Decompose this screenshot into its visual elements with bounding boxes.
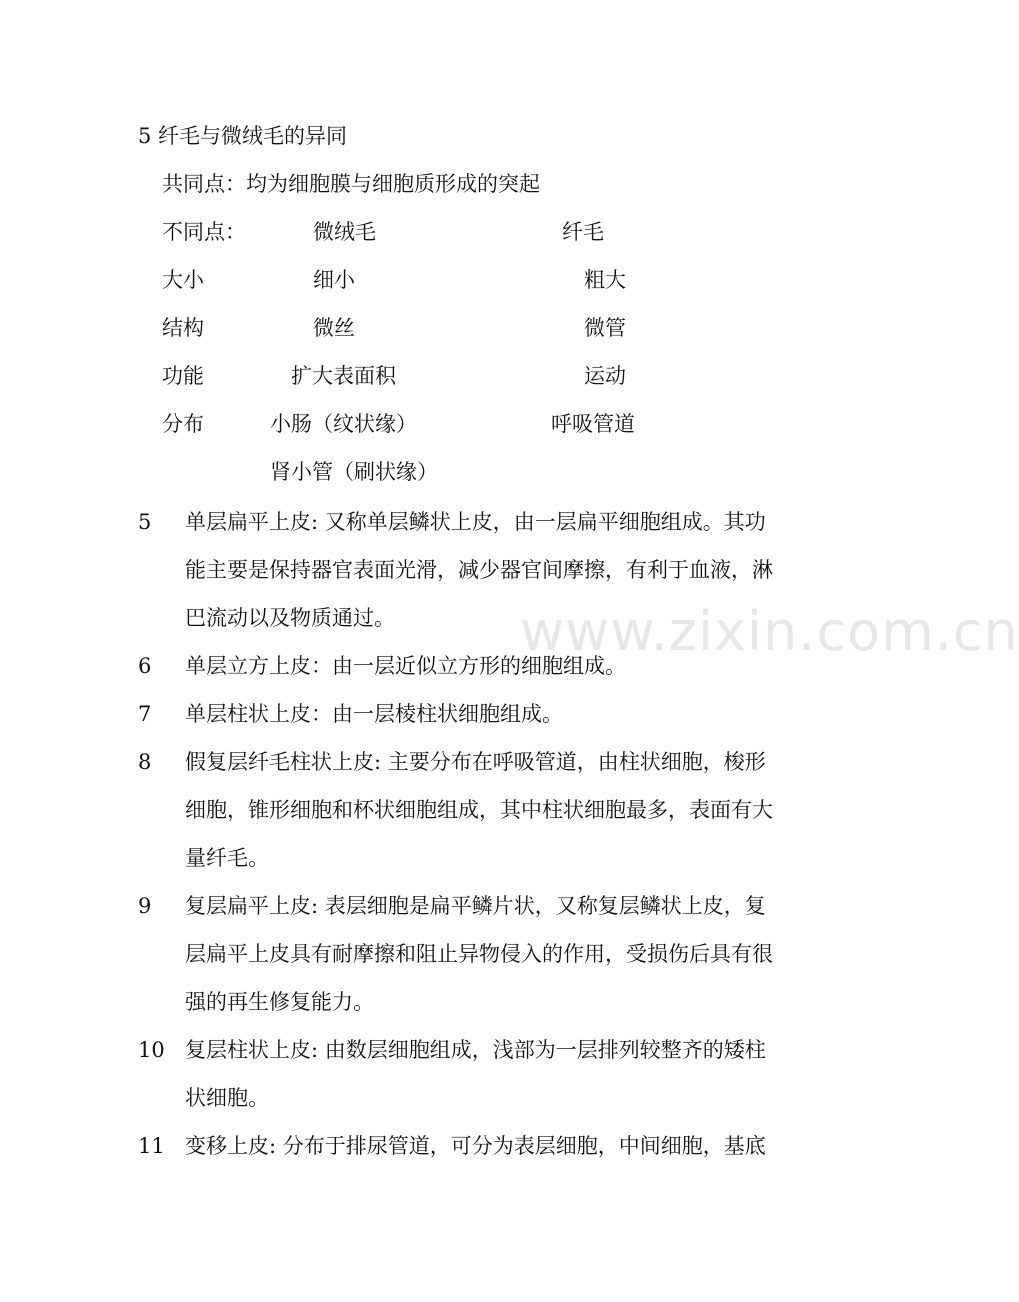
item-number: 11 [138,1134,165,1158]
text-line: 复层柱状上皮: 由数层细胞组成，浅部为一层排列较整齐的矮柱 [185,1038,766,1062]
text-line: 层扁平上皮具有耐摩擦和阻止异物侵入的作用，受损伤后具有很 [185,942,773,966]
item-text [185,642,785,690]
text-line: 单层柱状上皮：由一层棱柱状细胞组成。 [185,702,563,726]
item-text [185,1122,785,1170]
row-label: 大小 [162,268,204,292]
text-line: 能主要是保持器官表面光滑，减少器官间摩擦，有利于血液，淋 [185,558,773,582]
row-col2: 微管 [584,316,626,340]
text-line: 变移上皮: 分布于排尿管道，可分为表层细胞，中间细胞，基底 [185,1134,766,1158]
text-line: 状细胞。 [185,1086,269,1110]
item-number: 6 [138,654,152,678]
watermark: www.zixin.com.cn [520,600,1019,663]
item-text [185,1026,785,1122]
row-col2: 运动 [584,364,626,388]
text-line: 量纤毛。 [185,846,269,870]
table-extra: 肾小管（刷状缘） [270,460,438,484]
row-col1: 扩大表面积 [291,364,396,388]
row-col2: 呼吸管道 [551,412,635,436]
common-points: 共同点：均为细胞膜与细胞质形成的突起 [162,172,540,196]
text-line: 强的再生修复能力。 [185,990,374,1014]
item-number: 9 [138,894,152,918]
text-line: 单层扁平上皮: 又称单层鳞状上皮，由一层扁平细胞组成。其功 [185,510,766,534]
text-line: 巴流动以及物质通过。 [185,606,395,630]
item-number: 5 [138,510,152,534]
text-line: 细胞，锥形细胞和杯状细胞组成，其中柱状细胞最多，表面有大 [185,798,773,822]
row-col1: 小肠（纹状缘） [270,412,417,436]
section-title: 5 纤毛与微绒毛的异同 [138,124,348,148]
row-col1: 细小 [313,268,355,292]
row-label: 分布 [162,412,204,436]
item-text [185,690,785,738]
row-label: 结构 [162,316,204,340]
table-header-label: 不同点： [162,220,246,244]
item-text [185,882,785,1026]
text-line: 单层立方上皮：由一层近似立方形的细胞组成。 [185,654,626,678]
item-number: 7 [138,702,152,726]
item-text [185,738,785,882]
item-number: 8 [138,750,152,774]
item-number: 10 [138,1038,165,1062]
table-header-col1: 微绒毛 [313,220,376,244]
text-line: 假复层纤毛柱状上皮: 主要分布在呼吸管道，由柱状细胞，梭形 [185,750,766,774]
row-label: 功能 [162,364,204,388]
row-col1: 微丝 [313,316,355,340]
table-header-col2: 纤毛 [562,220,604,244]
row-col2: 粗大 [584,268,626,292]
item-text [185,498,785,642]
text-line: 复层扁平上皮: 表层细胞是扁平鳞片状，又称复层鳞状上皮，复 [185,894,766,918]
